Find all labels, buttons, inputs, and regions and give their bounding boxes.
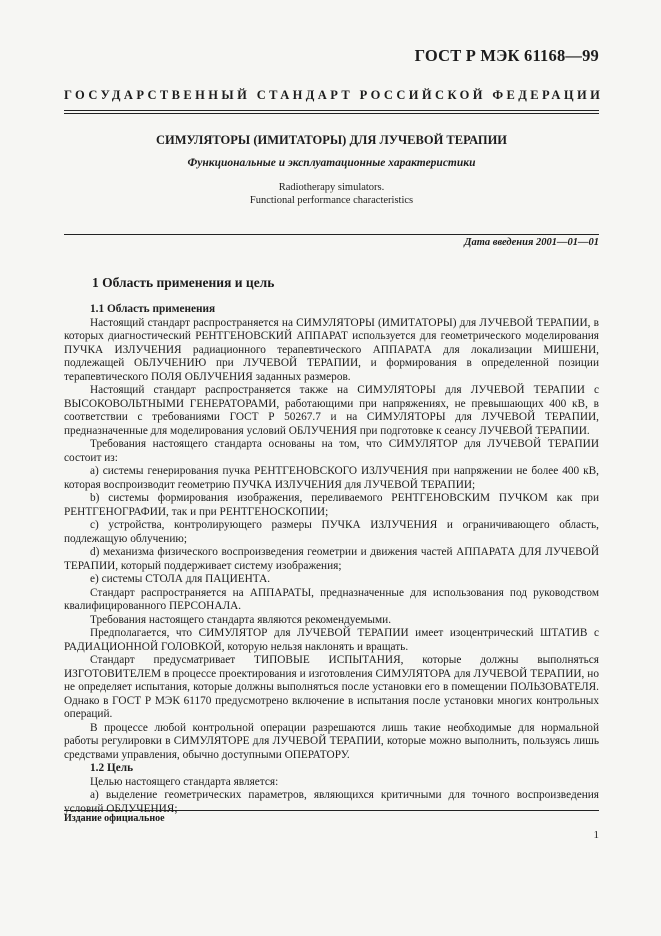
page-number: 1: [593, 829, 599, 841]
document-subtitle: Функциональные и эксплуатационные характеристики: [187, 157, 476, 169]
english-title-line-2: Functional performance characteristics: [249, 195, 414, 206]
list-item: а) выделение геометрических параметров, являющихся критичными для точного воспроизведения условий ОБЛУЧЕНИЯ;: [64, 789, 599, 815]
introduction-date: Дата введения 2001—01—01: [464, 237, 599, 248]
paragraph: В процессе любой контрольной операции разрешаются лишь такие необходимые для нормальной работы регулировки в СИМУЛЯТОРЕ для ЛУЧЕВОЙ ТЕРАПИИ, которые можно выполнить, пользуясь лишь средствами управления, обычно доступными ОПЕРАТОРУ.: [64, 721, 599, 761]
paragraph: Настоящий стандарт распространяется на СИМУЛЯТОРЫ (ИМИТАТОРЫ) для ЛУЧЕВОЙ ТЕРАПИИ, в которых диагностический РЕНТГЕНОВСКИЙ АППАРАТ используется для геометрического моделирования ПУЧКА ИЗЛУЧЕНИЯ радиационного терапевтического АППАРАТА для локализации МИШЕНИ, подлежащей ОБЛУЧЕНИЮ при ЛУЧЕВОЙ ТЕРАПИИ, и формирования в определенной позиции терапевтического ПОЛЯ ОБЛУЧЕНИЯ заданных размеров.: [64, 316, 599, 383]
section-heading: 1 Область применения и цель: [92, 275, 275, 290]
title-rule: [64, 234, 599, 235]
standard-code: ГОСТ Р МЭК 61168—99: [414, 46, 599, 65]
header-rule: [64, 110, 599, 111]
list-item: е) системы СТОЛА для ПАЦИЕНТА.: [90, 573, 271, 585]
paragraph: Стандарт распространяется на АППАРАТЫ, предназначенные для использования под руководством квалифицированного ПЕРСОНАЛА.: [64, 586, 599, 612]
english-title: [64, 181, 599, 207]
subsection-heading: 1.2 Цель: [90, 762, 134, 774]
english-title-line-1: Radiotherapy simulators.: [278, 182, 385, 193]
paragraph: Требования настоящего стандарта основаны на том, что СИМУЛЯТОР для ЛУЧЕВОЙ ТЕРАПИИ состоит из:: [64, 438, 599, 464]
state-standard-banner: ГОСУДАРСТВЕННЫЙ СТАНДАРТ РОССИЙСКОЙ ФЕДЕРАЦИИ: [64, 88, 604, 102]
footer-rule: [64, 810, 599, 811]
section-body: [64, 303, 599, 816]
header-rule-double: [64, 113, 599, 114]
list-item: b) системы формирования изображения, переливаемого РЕНТГЕНОВСКИМ ПУЧКОМ как при РЕНТГЕНОГРАФИИ, так и при РЕНТГЕНОСКОПИИ;: [64, 492, 599, 518]
list-item: с) устройства, контролирующего размеры ПУЧКА ИЗЛУЧЕНИЯ и ограничивающего область, подлежащую облучению;: [64, 519, 599, 545]
official-edition-label: Издание официальное: [64, 813, 165, 824]
subsection-heading: 1.1 Область применения: [90, 303, 216, 315]
list-item: d) механизма физического воспроизведения геометрии и движения частей АППАРАТА ДЛЯ ЛУЧЕВОЙ ТЕРАПИИ, который поддерживает систему изображения;: [64, 546, 599, 572]
paragraph: Предполагается, что СИМУЛЯТОР для ЛУЧЕВОЙ ТЕРАПИИ имеет изоцентрический ШТАТИВ с РАДИАЦИОННОЙ ГОЛОВКОЙ, которую нельзя наклонять и вращать.: [64, 627, 599, 653]
paragraph: Целью настоящего стандарта является:: [90, 775, 279, 788]
paragraph: Требования настоящего стандарта являются рекомендуемыми.: [90, 613, 392, 626]
paragraph: Настоящий стандарт распространяется также на СИМУЛЯТОРЫ для ЛУЧЕВОЙ ТЕРАПИИ с ВЫСОКОВОЛЬТНЫМИ ГЕНЕРАТОРАМИ, работающими при напряжениях, не превышающих 400 кВ, в соответствии с требованиями ГОСТ Р 50267.7 и на СИМУЛЯТОРЫ для ЛУЧЕВОЙ ТЕРАПИИ, предназначенные для моделирования условий ОБЛУЧЕНИЯ при подготовке к сеансу ЛУЧЕВОЙ ТЕРАПИИ.: [64, 384, 599, 437]
list-item: а) системы генерирования пучка РЕНТГЕНОВСКОГО ИЗЛУЧЕНИЯ при напряжении не более 400 кВ, которая воспроизводит геометрию ПУЧКА ИЗЛУЧЕНИЯ для ЛУЧЕВОЙ ТЕРАПИИ;: [64, 465, 599, 491]
document-title: СИМУЛЯТОРЫ (ИМИТАТОРЫ) ДЛЯ ЛУЧЕВОЙ ТЕРАПИИ: [155, 133, 508, 147]
paragraph: Стандарт предусматривает ТИПОВЫЕ ИСПЫТАНИЯ, которые должны выполняться ИЗГОТОВИТЕЛЕМ в процессе проектирования и изготовления СИМУЛЯТОРА для ЛУЧЕВОЙ ТЕРАПИИ, но не определяет испытания, которые должны выполняться после установки его в помещении ПОЛЬЗОВАТЕЛЯ. Однако в ГОСТ Р МЭК 61170 предусмотрено включение в испытания после установки многих контрольных операций.: [64, 654, 599, 720]
